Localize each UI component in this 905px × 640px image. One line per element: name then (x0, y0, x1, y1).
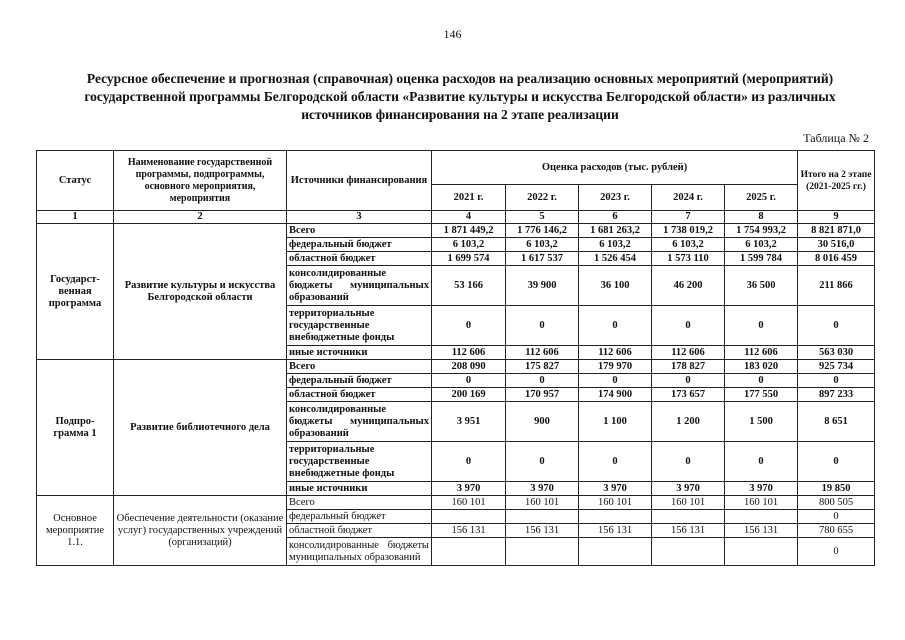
value-cell: 6 103,2 (725, 238, 798, 252)
value-cell: 36 100 (579, 266, 652, 306)
program-name-cell: Развитие культуры и искусства Белгородской области (114, 224, 287, 360)
total-cell: 897 233 (798, 388, 875, 402)
value-cell: 1 500 (725, 402, 798, 442)
value-cell: 1 776 146,2 (506, 224, 579, 238)
value-cell: 156 131 (652, 524, 725, 538)
value-cell: 156 131 (579, 524, 652, 538)
total-cell: 211 866 (798, 266, 875, 306)
header-year: 2023 г. (579, 185, 652, 211)
value-cell: 0 (432, 306, 506, 346)
value-cell: 112 606 (652, 346, 725, 360)
value-cell: 1 617 537 (506, 252, 579, 266)
value-cell: 112 606 (432, 346, 506, 360)
value-cell: 0 (506, 306, 579, 346)
value-cell: 3 970 (506, 482, 579, 496)
value-cell: 1 738 019,2 (652, 224, 725, 238)
value-cell: 156 131 (725, 524, 798, 538)
total-cell: 0 (798, 442, 875, 482)
value-cell (432, 538, 506, 566)
value-cell: 0 (579, 306, 652, 346)
value-cell: 53 166 (432, 266, 506, 306)
value-cell: 177 550 (725, 388, 798, 402)
total-cell: 8 651 (798, 402, 875, 442)
status-cell: Основное мероприятие 1.1. (37, 496, 114, 566)
value-cell: 3 970 (725, 482, 798, 496)
total-cell: 30 516,0 (798, 238, 875, 252)
value-cell: 36 500 (725, 266, 798, 306)
status-cell: Подпро-грамма 1 (37, 360, 114, 496)
value-cell: 1 526 454 (579, 252, 652, 266)
value-cell: 0 (725, 442, 798, 482)
total-cell: 19 850 (798, 482, 875, 496)
value-cell: 6 103,2 (579, 238, 652, 252)
value-cell: 160 101 (579, 496, 652, 510)
value-cell: 156 131 (432, 524, 506, 538)
header-estimate: Оценка расходов (тыс. рублей) (432, 151, 798, 185)
column-number: 2 (114, 211, 287, 224)
column-number: 7 (652, 211, 725, 224)
value-cell: 1 599 784 (725, 252, 798, 266)
value-cell: 1 754 993,2 (725, 224, 798, 238)
value-cell: 200 169 (432, 388, 506, 402)
total-cell: 8 016 459 (798, 252, 875, 266)
value-cell: 174 900 (579, 388, 652, 402)
source-cell: иные источники (287, 346, 432, 360)
value-cell (579, 538, 652, 566)
source-cell: территориальные государственные внебюджетные фонды (287, 442, 432, 482)
value-cell: 170 957 (506, 388, 579, 402)
source-cell: Всего (287, 224, 432, 238)
total-cell: 8 821 871,0 (798, 224, 875, 238)
source-cell: федеральный бюджет (287, 374, 432, 388)
value-cell: 46 200 (652, 266, 725, 306)
source-cell: Всего (287, 496, 432, 510)
value-cell: 0 (432, 442, 506, 482)
value-cell (725, 510, 798, 524)
value-cell (432, 510, 506, 524)
source-cell: консолидированные бюджеты муниципальных образований (287, 266, 432, 306)
header-year: 2021 г. (432, 185, 506, 211)
value-cell: 178 827 (652, 360, 725, 374)
source-cell: областной бюджет (287, 252, 432, 266)
value-cell (579, 510, 652, 524)
value-cell: 112 606 (725, 346, 798, 360)
header-status: Статус (37, 151, 114, 211)
value-cell: 0 (725, 374, 798, 388)
value-cell: 160 101 (652, 496, 725, 510)
column-number-row (37, 211, 875, 224)
value-cell (652, 510, 725, 524)
value-cell: 0 (652, 442, 725, 482)
value-cell: 900 (506, 402, 579, 442)
total-cell: 563 030 (798, 346, 875, 360)
document-title (40, 70, 880, 124)
total-cell: 0 (798, 374, 875, 388)
title-line-1: Ресурсное обеспечение и прогнозная (справочная) оценка расходов на реализацию основных мероприятий (мероприятий) (86, 71, 834, 86)
value-cell: 1 681 263,2 (579, 224, 652, 238)
value-cell: 0 (725, 306, 798, 346)
total-cell: 0 (798, 538, 875, 566)
value-cell: 0 (432, 374, 506, 388)
resource-table (36, 150, 875, 566)
value-cell: 1 699 574 (432, 252, 506, 266)
source-cell: консолидированные бюджеты муниципальных образований (287, 538, 432, 566)
total-cell: 0 (798, 510, 875, 524)
header-year: 2022 г. (506, 185, 579, 211)
total-cell: 925 734 (798, 360, 875, 374)
value-cell: 156 131 (506, 524, 579, 538)
value-cell: 173 657 (652, 388, 725, 402)
table-label: Таблица № 2 (803, 131, 869, 145)
page-number: 146 (443, 27, 462, 41)
column-number: 9 (798, 211, 875, 224)
source-cell: консолидированные бюджеты муниципальных образований (287, 402, 432, 442)
value-cell: 3 970 (652, 482, 725, 496)
value-cell: 160 101 (432, 496, 506, 510)
value-cell: 112 606 (579, 346, 652, 360)
column-number: 6 (579, 211, 652, 224)
column-number: 1 (37, 211, 114, 224)
source-cell: иные источники (287, 482, 432, 496)
column-number: 5 (506, 211, 579, 224)
title-line-3: источников финансирования на 2 этапе реализации (301, 107, 619, 122)
value-cell (506, 510, 579, 524)
value-cell: 0 (652, 374, 725, 388)
column-number: 4 (432, 211, 506, 224)
value-cell: 175 827 (506, 360, 579, 374)
value-cell (652, 538, 725, 566)
value-cell: 112 606 (506, 346, 579, 360)
value-cell: 0 (652, 306, 725, 346)
value-cell: 1 573 110 (652, 252, 725, 266)
value-cell: 0 (506, 374, 579, 388)
total-cell: 800 505 (798, 496, 875, 510)
header-total: Итого на 2 этапе (2021-2025 гг.) (798, 151, 875, 211)
program-name-cell: Развитие библиотечного дела (114, 360, 287, 496)
value-cell: 160 101 (725, 496, 798, 510)
value-cell: 0 (506, 442, 579, 482)
table-row (37, 224, 875, 238)
source-cell: федеральный бюджет (287, 510, 432, 524)
source-cell: областной бюджет (287, 388, 432, 402)
status-cell: Государст-венная программа (37, 224, 114, 360)
program-name-cell: Обеспечение деятельности (оказание услуг) государственных учреждений (организаций) (114, 496, 287, 566)
table-row (37, 496, 875, 510)
value-cell: 39 900 (506, 266, 579, 306)
table-row (37, 360, 875, 374)
total-cell: 0 (798, 306, 875, 346)
value-cell: 6 103,2 (506, 238, 579, 252)
header-name: Наименование государственной программы, подпрограммы, основного мероприятия, мероприятия (114, 151, 287, 211)
total-cell: 780 655 (798, 524, 875, 538)
value-cell (506, 538, 579, 566)
value-cell: 1 100 (579, 402, 652, 442)
value-cell: 183 020 (725, 360, 798, 374)
value-cell: 208 090 (432, 360, 506, 374)
value-cell: 1 200 (652, 402, 725, 442)
source-cell: территориальные государственные внебюджетные фонды (287, 306, 432, 346)
column-number: 8 (725, 211, 798, 224)
value-cell: 0 (579, 374, 652, 388)
title-line-2: государственной программы Белгородской области «Развитие культуры и искусства Белгородской области» из различных (84, 89, 836, 104)
value-cell: 6 103,2 (432, 238, 506, 252)
value-cell: 3 970 (432, 482, 506, 496)
value-cell: 160 101 (506, 496, 579, 510)
header-year: 2024 г. (652, 185, 725, 211)
source-cell: областной бюджет (287, 524, 432, 538)
value-cell: 3 951 (432, 402, 506, 442)
column-number: 3 (287, 211, 432, 224)
value-cell: 1 871 449,2 (432, 224, 506, 238)
value-cell: 6 103,2 (652, 238, 725, 252)
value-cell (725, 538, 798, 566)
source-cell: Всего (287, 360, 432, 374)
header-year: 2025 г. (725, 185, 798, 211)
header-sources: Источники финансирования (287, 151, 432, 211)
value-cell: 179 970 (579, 360, 652, 374)
value-cell: 0 (579, 442, 652, 482)
source-cell: федеральный бюджет (287, 238, 432, 252)
value-cell: 3 970 (579, 482, 652, 496)
